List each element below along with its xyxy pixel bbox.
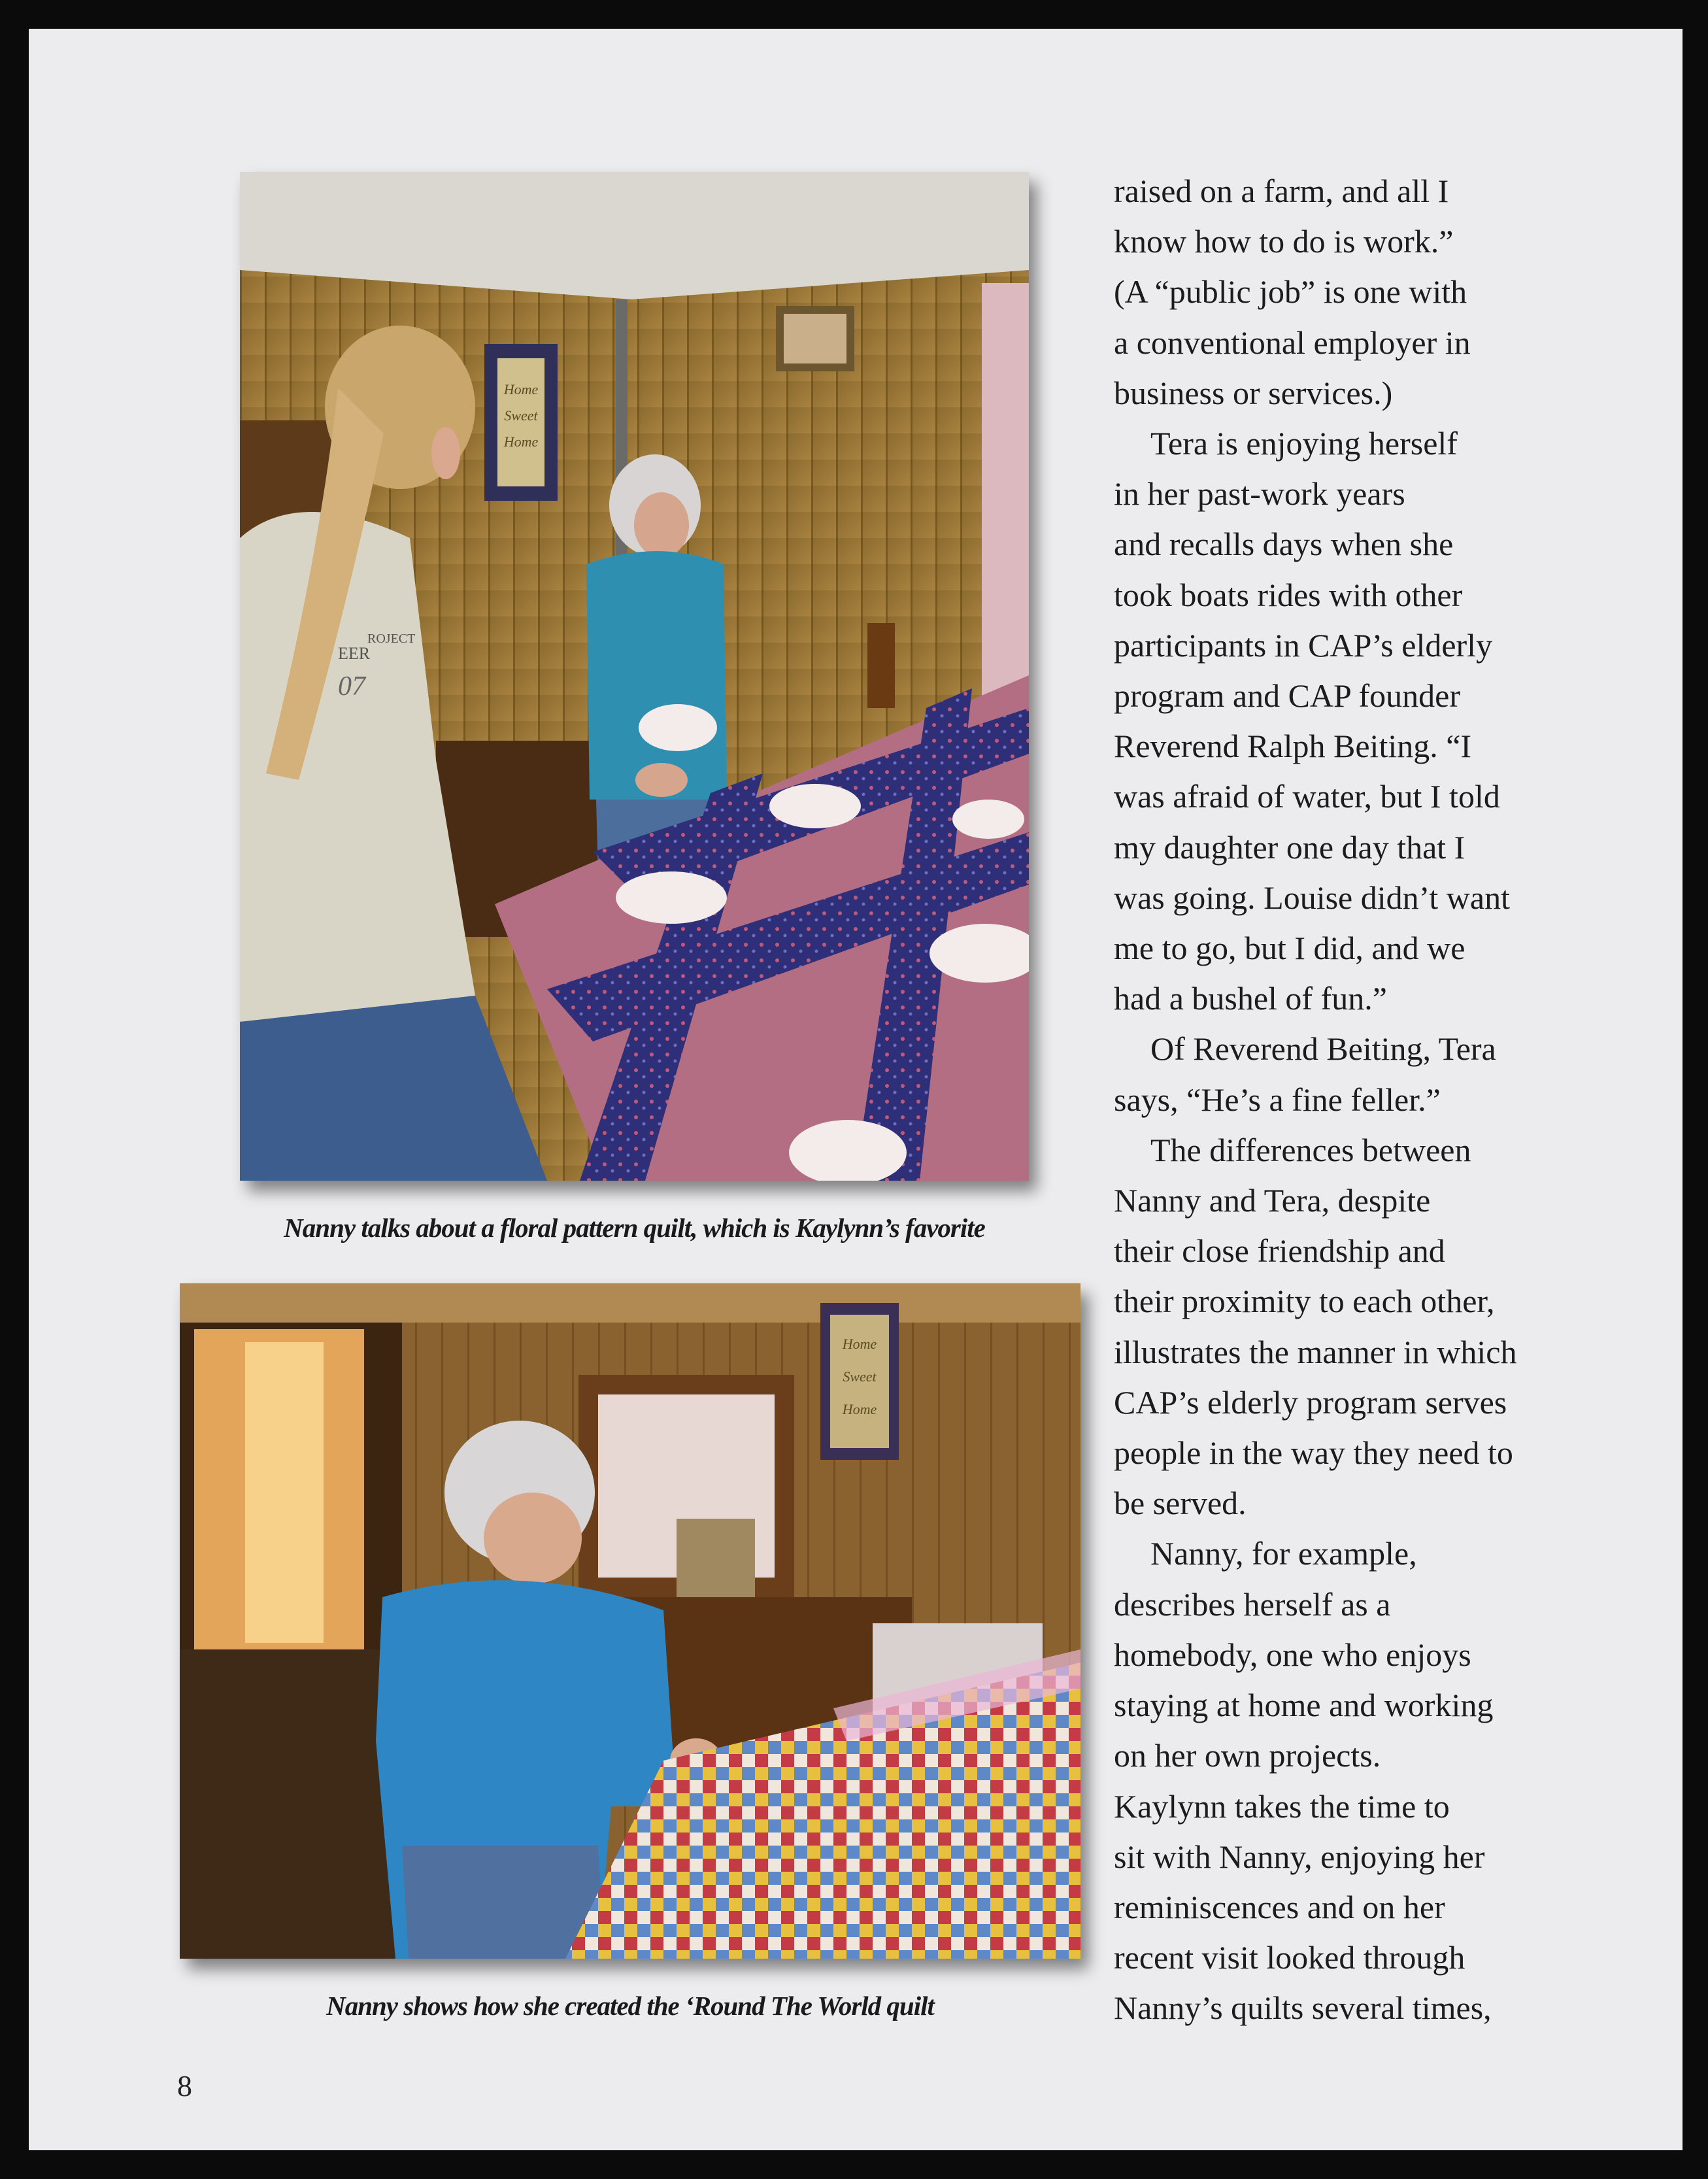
photo-floral-quilt-image: [240, 172, 1029, 1181]
shirt-print-line-3: 07: [338, 671, 365, 701]
photo-caption-1: Nanny talks about a floral pattern quilt, which is Kaylynn’s favorite: [284, 1213, 985, 1243]
article-line: (A “public job” is one with: [1114, 273, 1467, 311]
article-line: had a bushel of fun.”: [1114, 980, 1387, 1017]
article-line: a conventional employer in: [1114, 324, 1471, 361]
article-line: Nanny’s quilts several times,: [1114, 1989, 1492, 2027]
article-line: Nanny, for example,: [1150, 1535, 1417, 1572]
page-number: 8: [177, 2069, 192, 2103]
article-line: says, “He’s a fine feller.”: [1114, 1081, 1441, 1118]
article-line: CAP’s elderly program serves: [1114, 1383, 1507, 1421]
wall-sign-1-line-3: Home: [503, 433, 539, 450]
article-line: on her own projects.: [1114, 1737, 1381, 1774]
article-line: homebody, one who enjoys: [1114, 1636, 1471, 1673]
article-line: know how to do is work.”: [1114, 223, 1454, 260]
article-line: staying at home and working: [1114, 1687, 1494, 1724]
article-line: in her past-work years: [1114, 475, 1405, 513]
article-line: business or services.): [1114, 374, 1393, 411]
article-line: me to go, but I did, and we: [1114, 930, 1465, 967]
article-line: took boats rides with other: [1114, 576, 1463, 613]
wall-sign-2-line-3: Home: [842, 1401, 877, 1417]
article-line: raised on a farm, and all I: [1114, 173, 1449, 209]
article-line: was going. Louise didn’t want: [1114, 879, 1510, 916]
article-line: Of Reverend Beiting, Tera: [1150, 1030, 1496, 1068]
wall-sign-2-line-1: Home: [842, 1336, 877, 1352]
photo-round-the-world-quilt-image: [180, 1283, 1080, 1959]
shirt-print-line-1: ROJECT: [367, 632, 416, 646]
article-line: recent visit looked through: [1114, 1939, 1465, 1976]
article-line: their close friendship and: [1114, 1232, 1445, 1270]
article-line: sit with Nanny, enjoying her: [1114, 1838, 1485, 1875]
wall-sign-2-line-2: Sweet: [843, 1368, 877, 1385]
photo-caption-2: Nanny shows how she created the ‘Round The World quilt: [326, 1991, 934, 2021]
article-line: describes herself as a: [1114, 1585, 1391, 1623]
article-line: and recalls days when she: [1114, 526, 1454, 563]
photo-floral-quilt: [240, 172, 1029, 1181]
magazine-page: [29, 29, 1683, 2150]
article-line: program and CAP founder: [1114, 677, 1460, 715]
article-line: my daughter one day that I: [1114, 828, 1465, 866]
article-line: Kaylynn takes the time to: [1114, 1787, 1450, 1825]
article-line: be served.: [1114, 1485, 1247, 1522]
article-line: their proximity to each other,: [1114, 1283, 1495, 1320]
article-line: Nanny and Tera, despite: [1114, 1182, 1431, 1219]
article-line: The differences between: [1150, 1131, 1471, 1168]
shirt-print-line-2: EER: [338, 644, 371, 663]
article-line: people in the way they need to: [1114, 1434, 1513, 1472]
article-line: Reverend Ralph Beiting. “I: [1114, 728, 1472, 765]
wall-sign-1-line-2: Sweet: [504, 407, 538, 424]
wall-sign-1-line-1: Home: [503, 381, 539, 397]
article-line: reminiscences and on her: [1114, 1888, 1445, 1925]
article-text-column: [1114, 166, 1637, 2034]
article-line: Tera is enjoying herself: [1150, 425, 1458, 462]
article-line: participants in CAP’s elderly: [1114, 626, 1493, 664]
article-line: illustrates the manner in which: [1114, 1333, 1517, 1370]
article-line: was afraid of water, but I told: [1114, 778, 1500, 815]
photo-round-the-world-quilt: [180, 1283, 1080, 1959]
